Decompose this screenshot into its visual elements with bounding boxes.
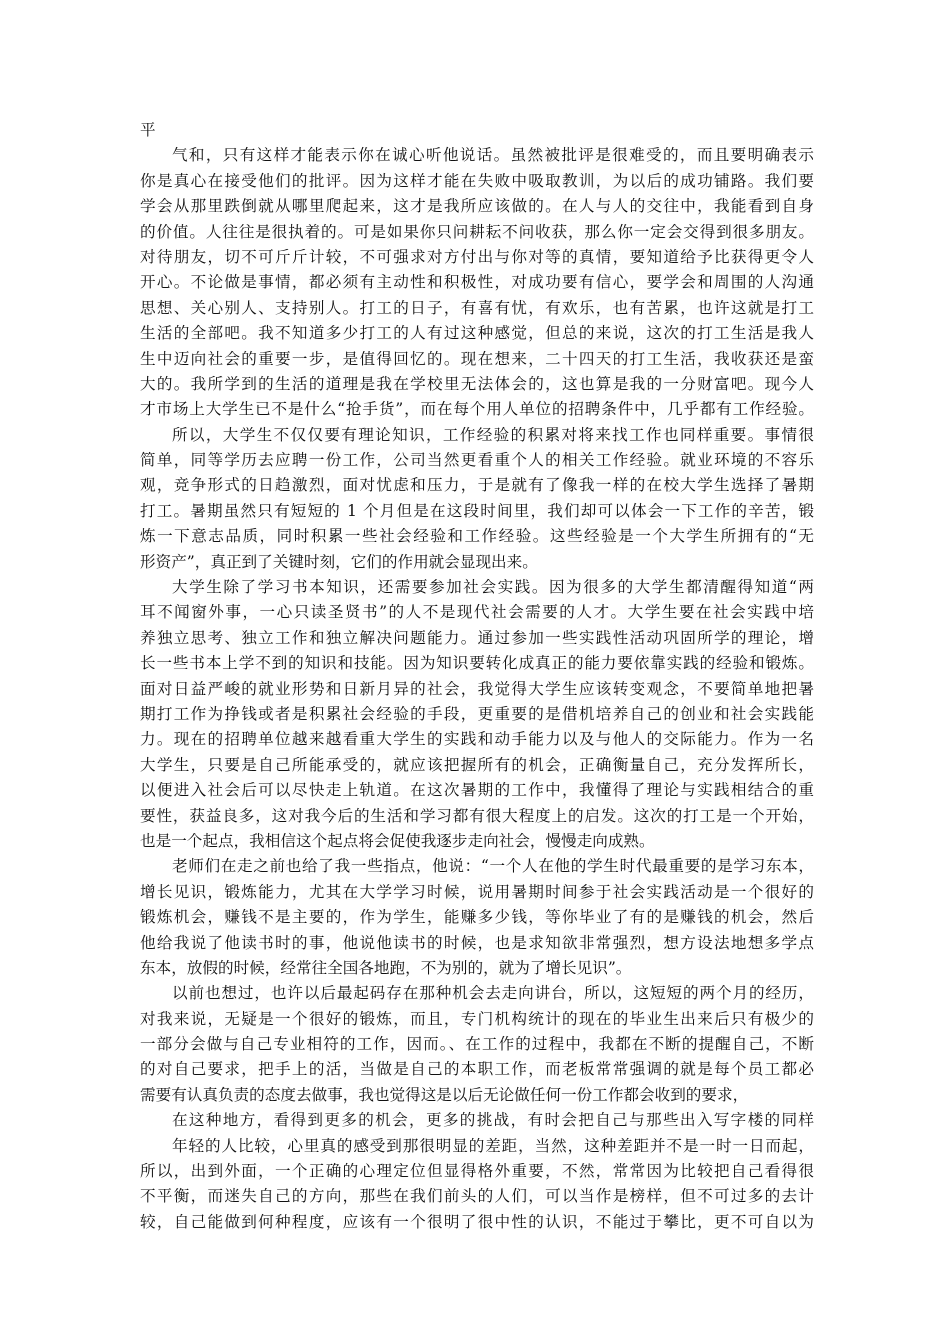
text-line: 也是一个起点，我相信这个起点将会促使我逐步走向社会，慢慢走向成熟。 — [140, 831, 655, 850]
text-line: 需要有认真负责的态度去做事，我也觉得这是以后无论做任何一份工作都会收到的要求， — [140, 1085, 749, 1104]
text-line: 大学生除了学习书本知识，还需要参加社会实践。因为很多的大学生都清醒得知道“两 — [172, 578, 814, 597]
text-line: 所以，大学生不仅仅要有理论知识，工作经验的积累对将来找工作也同样重要。事情很 — [172, 425, 814, 444]
text-line: 长一些书本上学不到的知识和技能。因为知识要转化成真正的能力要依靠实践的经验和锻炼。 — [140, 654, 814, 673]
text-line: 耳不闻窗外事，一心只读圣贤书”的人不是现代社会需要的人才。大学生要在社会实践中培 — [140, 603, 814, 622]
text-line: 一部分会做与自己专业相符的工作，因而。、在工作的过程中，我都在不断的提醒自己，不断 — [140, 1035, 814, 1054]
text-line: 锻炼机会，赚钱不是主要的，作为学生，能赚多少钱，等你毕业了有的是赚钱的机会，然后 — [140, 908, 814, 927]
text-line: 开心。不论做是事情，都必须有主动性和积极性，对成功要有信心，要学会和周围的人沟通 — [140, 273, 814, 292]
text-line: 在这种地方，看得到更多的机会，更多的挑战，有时会把自己与那些出入写字楼的同样 — [172, 1111, 814, 1130]
text-line: 所以，出到外面，一个正确的心理定位但显得格外重要，不然，常常因为比较把自己看得很 — [140, 1162, 814, 1181]
document-body — [140, 118, 814, 1235]
text-line: 要性，获益良多，这对我今后的生活和学习都有很大程度上的启发。这次的打工是一个开始， — [140, 806, 814, 825]
text-line: 期打工作为挣钱或者是积累社会经验的手段，更重要的是借机培养自己的创业和社会实践能 — [140, 704, 814, 723]
text-line: 对我来说，无疑是一个很好的锻炼，而且，专门机构统计的现在的毕业生出来后只有极少的 — [140, 1009, 814, 1028]
text-line: 增长见识，锻炼能力，尤其在大学学习时候，说用暑期时间参于社会实践活动是一个很好的 — [140, 882, 814, 901]
text-line: 观，竞争形式的日趋激烈，面对忧虑和压力，于是就有了像我一样的在校大学生选择了暑期 — [140, 476, 814, 495]
text-line: 学会从那里跌倒就从哪里爬起来，这才是我所应该做的。在人与人的交往中，我能看到自身 — [140, 197, 814, 216]
text-line: 东本，放假的时候，经常往全国各地跑，不为别的，就为了增长见识”。 — [140, 958, 632, 977]
text-line: 你是真心在接受他们的批评。因为这样才能在失败中吸取教训，为以后的成功铺路。我们要 — [140, 171, 814, 190]
text-line: 以前也想过，也许以后最起码存在那种机会去走向讲台，所以，这短短的两个月的经历， — [172, 984, 814, 1003]
text-line: 力。现在的招聘单位越来越看重大学生的实践和动手能力以及与他人的交际能力。作为一名 — [140, 730, 814, 749]
text-line: 养独立思考、独立工作和独立解决问题能力。通过参加一些实践性活动巩固所学的理论，增 — [140, 628, 814, 647]
text-line: 简单，同等学历去应聘一份工作，公司当然更看重个人的相关工作经验。就业环境的不容乐 — [140, 451, 814, 470]
text-line: 炼一下意志品质，同时积累一些社会经验和工作经验。这些经验是一个大学生所拥有的“无 — [140, 527, 814, 546]
text-line: 较，自己能做到何种程度，应该有一个很明了很中性的认识，不能过于攀比，更不可自以为 — [140, 1212, 814, 1231]
text-line: 大的。我所学到的生活的道理是我在学校里无法体会的，这也算是我的一分财富吧。现今人 — [140, 374, 814, 393]
text-line: 大学生，只要是自己所能承受的，就应该把握所有的机会，正确衡量自己，充分发挥所长， — [140, 755, 814, 774]
text-line: 老师们在走之前也给了我一些指点，他说：“一个人在他的学生时代最重要的是学习东本， — [172, 857, 814, 876]
text-line: 气和，只有这样才能表示你在诚心听他说话。虽然被批评是很难受的，而且要明确表示 — [172, 146, 814, 165]
text-line: 以便进入社会后可以尽快走上轨道。在这次暑期的工作中，我懂得了理论与实践相结合的重 — [140, 781, 814, 800]
text-line: 年轻的人比较，心里真的感受到那很明显的差距，当然，这种差距并不是一时一日而起， — [172, 1136, 814, 1155]
text-line: 形资产”，真正到了关键时刻，它们的作用就会显现出来。 — [140, 552, 538, 571]
text-line: 不平衡，而迷失自己的方向，那些在我们前头的人们，可以当作是榜样，但不可过多的去计 — [140, 1187, 814, 1206]
text-line: 的对自己要求，把手上的活，当做是自己的本职工作，而老板常常强调的就是每个员工都必 — [140, 1060, 814, 1079]
text-line: 对待朋友，切不可斤斤计较，不可强求对方付出与你对等的真情，要知道给予比获得更令人 — [140, 247, 814, 266]
text-line: 生活的全部吧。我不知道多少打工的人有过这种感觉，但总的来说，这次的打工生活是我人 — [140, 324, 814, 343]
text-line: 他给我说了他读书时的事，他说他读书的时候，也是求知欲非常强烈，想方设法地想多学点 — [140, 933, 814, 952]
text-line: 的价值。人往往是很执着的。可是如果你只问耕耘不问收获，那么你一定会交得到很多朋友。 — [140, 222, 814, 241]
text-line: 面对日益严峻的就业形势和日新月异的社会，我觉得大学生应该转变观念，不要简单地把暑 — [140, 679, 814, 698]
text-line: 打工。暑期虽然只有短短的 1 个月但是在这段时间里，我们却可以体会一下工作的辛苦，锻 — [140, 501, 814, 520]
text-line: 生中迈向社会的重要一步，是值得回忆的。现在想来，二十四天的打工生活，我收获还是蛮 — [140, 349, 814, 368]
text-line: 平 — [140, 121, 156, 139]
text-line: 才市场上大学生已不是什么“抢手货”，而在每个用人单位的招聘条件中，几乎都有工作经验。 — [140, 400, 814, 419]
text-line: 思想、关心别人、支持别人。打工的日子，有喜有忧，有欢乐，也有苦累，也许这就是打工 — [140, 298, 814, 317]
